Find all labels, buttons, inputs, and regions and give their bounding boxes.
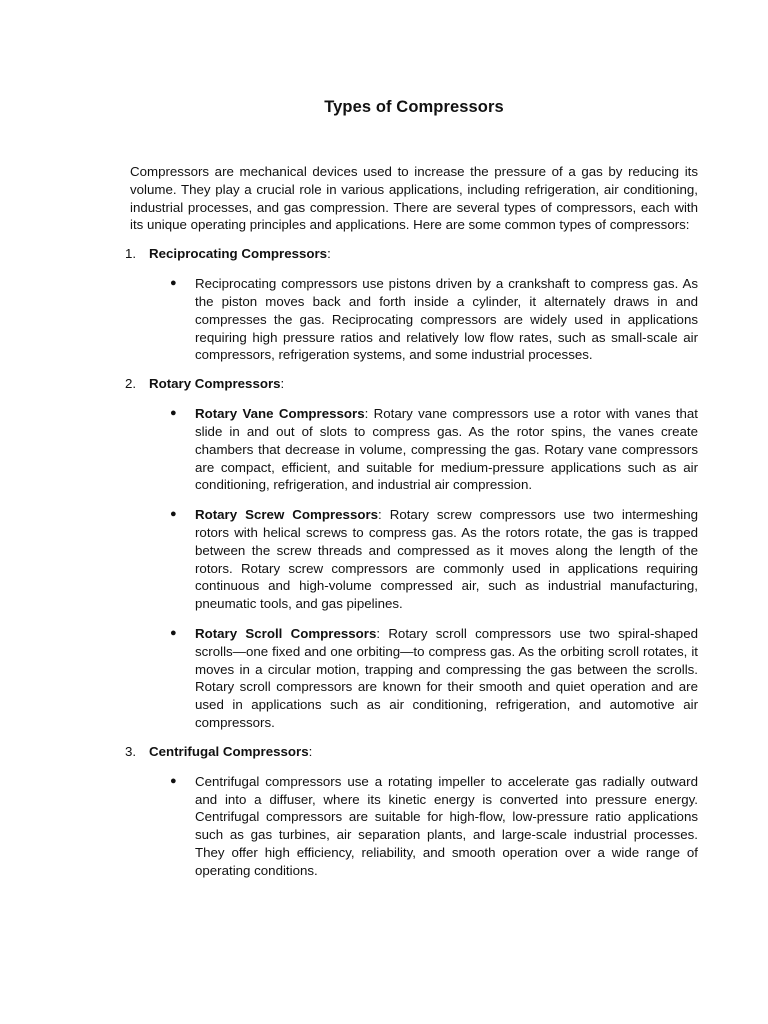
- list-item: [130, 625, 698, 732]
- bullet-list: [130, 405, 698, 732]
- section-title-text: Centrifugal Compressors: [149, 743, 309, 759]
- bullet-icon: ●: [170, 407, 177, 420]
- section-title: [149, 743, 312, 761]
- compressor-type-list: [125, 245, 699, 879]
- section-title-colon: :: [280, 376, 285, 392]
- section-number: 3.: [125, 743, 137, 759]
- bullet-text: Centrifugal compressors use a rotating impeller to accelerate gas radially outward and into a diffuser, where its kinetic energy is converted into pressure energy. Centrifugal compressors are suitable for high-flow, low-pressure ratio applications such as gas turbines, air separation plants, and large-scale industrial processes. They offer high efficiency, reliability, and smooth operation over a wide range of operating conditions.: [195, 773, 698, 878]
- section-title: [149, 245, 331, 263]
- section-heading: [125, 375, 698, 393]
- bullet-text: Reciprocating compressors use pistons driven by a crankshaft to compress gas. As the piston moves back and forth inside a cylinder, it alternately draws in and compresses the gas. Reciprocating compressors are widely used in applications requiring high pressure ratios and relatively low flow rates, such as small-scale air compressors, refrigeration systems, and some industrial processes.: [195, 276, 698, 363]
- bullet-text: : Rotary vane compressors use a rotor with vanes that slide in and out of slots to compress gas. As the rotor spins, the vanes create chambers that decrease in volume, compressing the gas. Rotary vane compressors are compact, efficient, and suitable for medium-pressure applications such as air conditioning, refrigeration, and industrial air compression.: [195, 406, 699, 493]
- bullet-text: : Rotary scroll compressors use two spiral-shaped scrolls—one fixed and one orbiting—to compress gas. As the orbiting scroll rotates, it moves in a circular motion, trapping and compressing the gas between the scrolls. Rotary scroll compressors are known for their smooth and quiet operation and are used in applications such as air conditioning, refrigeration, and automotive air compressors.: [195, 625, 698, 730]
- list-section: [125, 743, 698, 880]
- list-item: [130, 405, 698, 494]
- list-item: [130, 275, 698, 364]
- section-title: [149, 375, 284, 393]
- section-title-colon: :: [327, 246, 331, 262]
- bullet-icon: ●: [170, 508, 177, 521]
- bullet-lead: Rotary Vane Compressors: [195, 406, 365, 422]
- bullet-list: [130, 275, 698, 364]
- section-title-text: Reciprocating Compressors: [149, 246, 328, 262]
- section-number: 2.: [125, 376, 137, 392]
- list-section: [125, 245, 698, 364]
- section-title-text: Rotary Compressors: [149, 376, 281, 392]
- intro-paragraph: Compressors are mechanical devices used to increase the pressure of a gas by reducing its volume. They play a crucial role in various applications, including refrigeration, air conditioning, industrial processes, and gas compression. There are several types of compressors, each with its unique operating principles and applications. Here are some common types of compressors:: [130, 164, 698, 233]
- bullet-icon: ●: [170, 626, 177, 639]
- bullet-lead: Rotary Scroll Compressors: [195, 625, 377, 641]
- page-title: Types of Compressors: [324, 98, 504, 116]
- bullet-list: [130, 773, 698, 880]
- section-heading: [125, 743, 698, 761]
- list-item: [130, 773, 698, 880]
- list-item: [130, 506, 698, 613]
- document-page: [125, 0, 699, 880]
- bullet-icon: ●: [170, 277, 177, 290]
- section-heading: [125, 245, 698, 263]
- bullet-icon: ●: [170, 774, 177, 787]
- list-section: [125, 375, 699, 732]
- bullet-text: : Rotary screw compressors use two intermeshing rotors with helical screws to compress gas. As the rotors rotate, the gas is trapped between the screw threads and compressed as it moves along the length of the rotors. Rotary screw compressors are commonly used in applications requiring continuous and high-volume compressed air, such as industrial manufacturing, pneumatic tools, and gas pipelines.: [195, 507, 699, 612]
- section-number: 1.: [125, 246, 137, 262]
- bullet-lead: Rotary Screw Compressors: [195, 507, 379, 523]
- section-title-colon: :: [308, 743, 313, 759]
